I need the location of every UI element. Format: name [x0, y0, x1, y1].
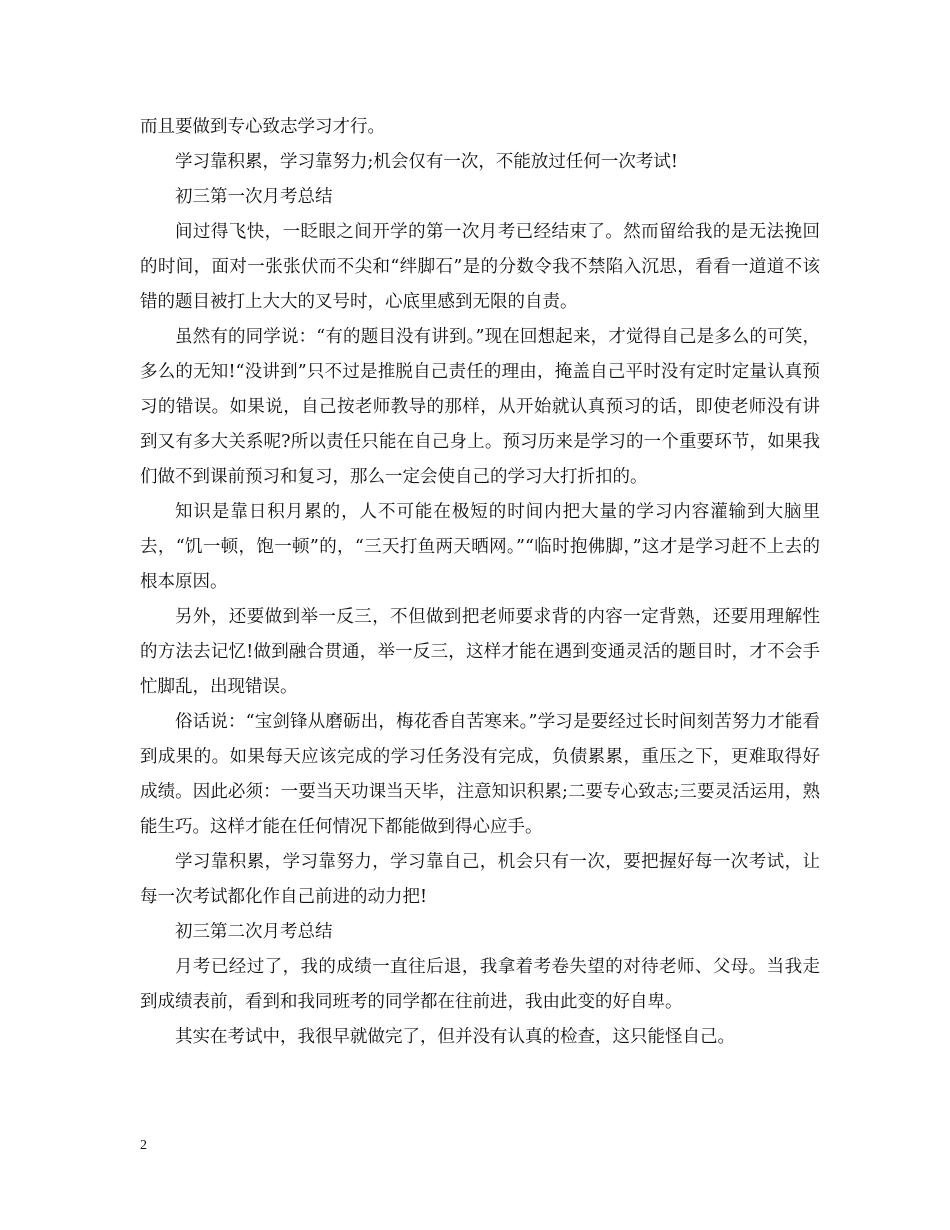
section-heading: 初三第一次月考总结	[175, 187, 333, 207]
paragraph: 另外，还要做到举一反三，不但做到把老师要求背的内容一定背熟，还要用理解性的方法去记忆!做到融合贯通，举一反三，这样才能在遇到变通灵活的题目时，才不会手忙脚乱，出现错误。	[140, 607, 820, 697]
page-number: 2	[140, 1138, 147, 1153]
paragraph: 知识是靠日积月累的，人不可能在极短的时间内把大量的学习内容灌输到大脑里去，“饥一顿，饱一顿”的，“三天打鱼两天晒网。”“临时抱佛脚，”这才是学习赶不上去的根本原因。	[140, 502, 820, 592]
paragraph-continuation: 而且要做到专心致志学习才行。	[140, 117, 385, 137]
paragraph: 学习靠积累，学习靠努力，学习靠自己，机会只有一次，要把握好每一次考试，让每一次考试都化作自己前进的动力把!	[140, 852, 820, 907]
section-heading: 初三第二次月考总结	[175, 922, 333, 942]
paragraph: 其实在考试中，我很早就做完了，但并没有认真的检查，这只能怪自己。	[175, 1027, 735, 1047]
paragraph: 月考已经过了，我的成绩一直往后退，我拿着考卷失望的对待老师、父母。当我走到成绩表前，看到和我同班考的同学都在往前进，我由此变的好自卑。	[140, 957, 820, 1012]
paragraph: 学习靠积累，学习靠努力;机会仅有一次，不能放过任何一次考试!	[175, 152, 678, 172]
paragraph: 俗话说：“宝剑锋从磨砺出，梅花香自苦寒来。”学习是要经过长时间刻苦努力才能看到成果的。如果每天应该完成的学习任务没有完成，负债累累，重压之下，更难取得好成绩。因此必须：一要当天功课当天毕，注意知识积累;二要专心致志;三要灵活运用，熟能生巧。这样才能在任何情况下都能做到得心应手。	[140, 712, 820, 837]
document-body	[140, 110, 820, 1055]
paragraph: 虽然有的同学说：“有的题目没有讲到。”现在回想起来，才觉得自己是多么的可笑，多么的无知!“没讲到”只不过是推脱自己责任的理由，掩盖自己平时没有定时定量认真预习的错误。如果说，自己按老师教导的那样，从开始就认真预习的话，即使老师没有讲到又有多大关系呢?所以责任只能在自己身上。预习历来是学习的一个重要环节，如果我们做不到课前预习和复习，那么一定会使自己的学习大打折扣的。	[140, 327, 820, 487]
paragraph: 间过得飞快，一眨眼之间开学的第一次月考已经结束了。然而留给我的是无法挽回的时间，面对一张张伏而不尖和“绊脚石”是的分数令我不禁陷入沉思，看看一道道不该错的题目被打上大大的叉号时，心底里感到无限的自责。	[140, 222, 820, 312]
